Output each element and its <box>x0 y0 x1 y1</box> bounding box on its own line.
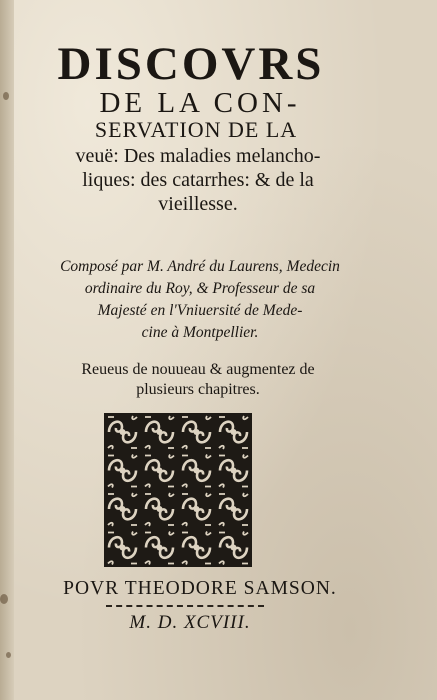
imprint-rule <box>106 605 264 607</box>
ink-stain <box>6 652 11 658</box>
author-line: Composé par M. André du Laurens, Medecin <box>60 258 340 275</box>
author-line: cine à Montpellier. <box>141 324 259 341</box>
title-line-1: DISCOVRS <box>57 38 325 90</box>
title-line-2: DE LA CON- <box>99 87 301 119</box>
revision-note-line: Reueus de nouueau & augmentez de <box>81 361 315 378</box>
subtitle-line: liques: des catarrhes: & de la <box>82 169 314 191</box>
publication-date: M. D. XCVIII. <box>129 612 251 633</box>
woodcut-floral-ornament-icon <box>104 413 252 567</box>
title-line-3: SERVATION DE LA <box>94 117 298 142</box>
ink-stain <box>0 594 8 604</box>
author-line: ordinaire du Roy, & Professeur de sa <box>84 280 316 297</box>
printer-imprint: POVR THEODORE SAMSON. <box>63 578 337 599</box>
subtitle-line: veuë: Des maladies melancho- <box>75 145 321 167</box>
author-line: Majesté en l'Vniuersité de Mede- <box>97 302 303 319</box>
subtitle-line: vieillesse. <box>158 193 238 215</box>
revision-note-line: plusieurs chapitres. <box>136 381 260 398</box>
ink-stain <box>3 92 9 100</box>
